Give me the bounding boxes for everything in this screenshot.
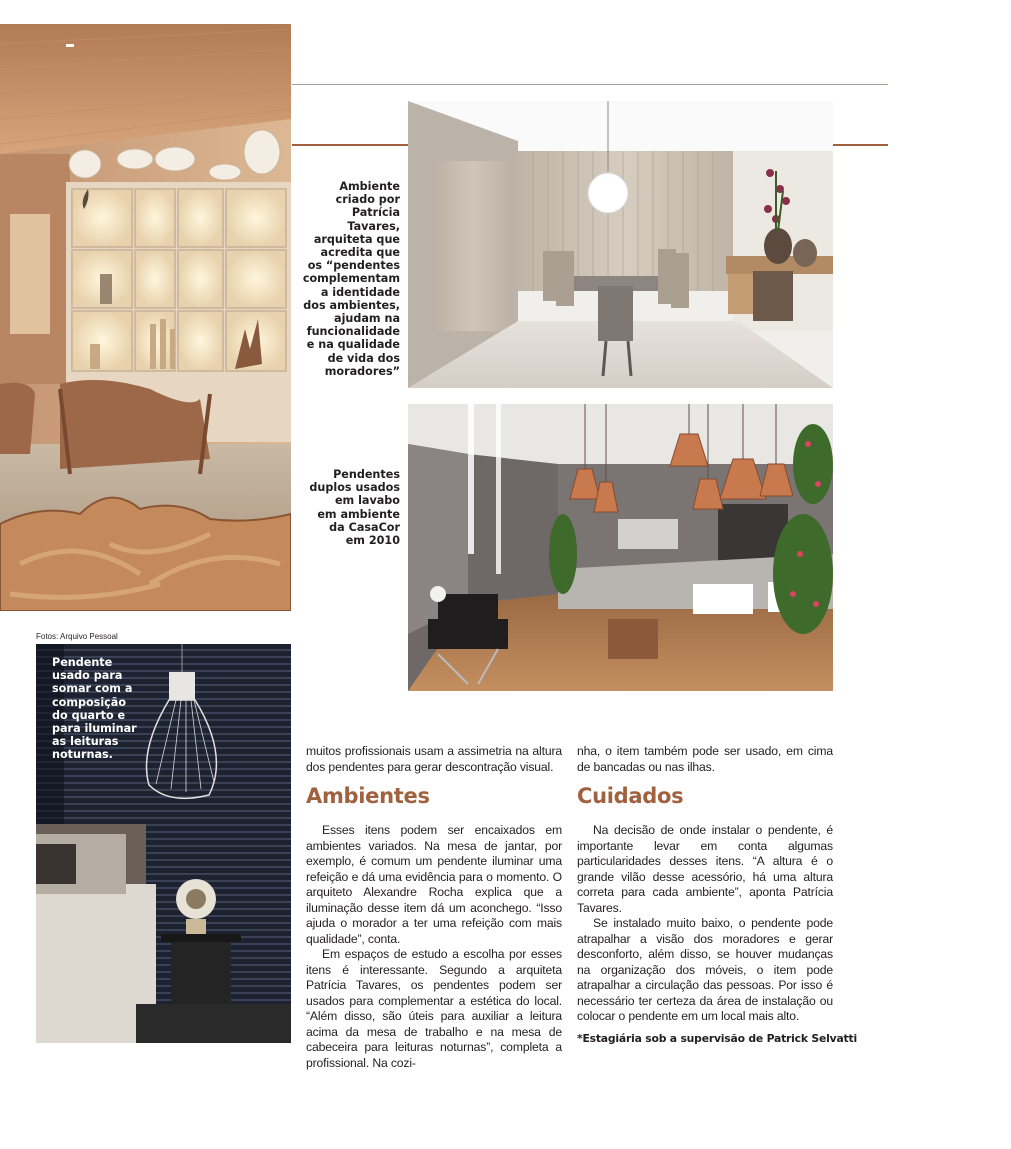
dining-caption bbox=[300, 180, 400, 378]
caption-line: duplos usados bbox=[309, 481, 400, 495]
caption-line: em lavabo bbox=[334, 494, 400, 508]
article-column-1 bbox=[306, 744, 562, 775]
caption-line: da CasaCor bbox=[329, 520, 400, 534]
caption-line: em 2010 bbox=[345, 534, 400, 548]
caption-line: noturnas. bbox=[52, 748, 113, 762]
article-column-2-body bbox=[577, 823, 833, 1025]
caption-line: Patrícia Tavares, bbox=[347, 206, 400, 233]
paragraph: Esses itens podem ser encaixados em ambientes variados. Na mesa de jantar, por exemplo, é comum um pendente iluminar uma refeição e dá uma evidência para o momento. O arquiteto Alexandre Rocha explica que a iluminação desse item dá um aconchego. “Isso ajuda o morador a ter uma refeição com mais qualidade”, conta. bbox=[306, 823, 562, 946]
article-column-1-body bbox=[306, 823, 562, 1071]
caption-line: de vida dos bbox=[327, 351, 400, 365]
column-intro: muitos profissionais usam a assimetria na altura dos pendentes para gerar descontração visual. bbox=[306, 744, 562, 774]
paragraph: Em espaços de estudo a escolha por esses itens é interessante. Segundo a arquiteta Patrícia Tavares, os pendentes podem ser usados para complementar a estética do local. “Além disso, são úteis para auxiliar a leitura acima da mesa de trabalho e na mesa de cabeceira para leituras noturnas”, completa a profissional. Na cozi- bbox=[306, 947, 562, 1070]
lavabo-caption bbox=[300, 468, 400, 547]
article-column-2 bbox=[577, 744, 833, 775]
caption-line: acredita que bbox=[320, 246, 400, 260]
caption-line: as leituras bbox=[52, 735, 119, 749]
column-intro: nha, o item também pode ser usado, em cima de bancadas ou nas ilhas. bbox=[577, 744, 833, 774]
caption-line: Pendentes bbox=[333, 468, 400, 481]
caption-line: funcionalidade bbox=[306, 325, 400, 339]
top-rule bbox=[292, 84, 888, 85]
caption-line: Pendente bbox=[52, 656, 113, 669]
caption-line: para iluminar bbox=[52, 722, 137, 736]
photo-credit: Fotos: Arquivo Pessoal bbox=[36, 632, 118, 641]
accent-rule bbox=[292, 144, 408, 146]
dining-room-photo bbox=[408, 101, 833, 388]
accent-rule-right bbox=[833, 144, 888, 146]
caption-line: arquiteta que bbox=[313, 232, 400, 246]
caption-line: os “pendentes bbox=[307, 259, 400, 273]
footnote: *Estagiária sob a supervisão de Patrick Selvatti bbox=[577, 1032, 857, 1045]
caption-line: a identidade bbox=[320, 285, 400, 299]
caption-line: e na qualidade bbox=[306, 338, 400, 352]
caption-line: usado para bbox=[52, 669, 123, 683]
caption-line: somar com a bbox=[52, 682, 133, 696]
caption-line: dos ambientes, bbox=[303, 298, 400, 312]
caption-line: criado por bbox=[335, 193, 400, 207]
paragraph: Se instalado muito baixo, o pendente pode atrapalhar a visão dos moradores e gerar desconforto, além disso, se houver mudanças na organização dos móveis, o item pode atrapalhar a circulação das pessoas. Por isso é necessário ter certeza da área de instalação ou colocar o pendente em um local mais alto. bbox=[577, 916, 833, 1023]
section-heading-ambientes: Ambientes bbox=[306, 784, 430, 808]
lavabo-photo bbox=[408, 404, 833, 691]
living-room-photo bbox=[0, 24, 291, 611]
section-heading-cuidados: Cuidados bbox=[577, 784, 684, 808]
caption-line: Ambiente bbox=[339, 180, 400, 193]
caption-line: complementam bbox=[302, 272, 400, 286]
caption-line: do quarto e bbox=[52, 708, 126, 722]
paragraph: Na decisão de onde instalar o pendente, é importante levar em conta algumas particularidades desses itens. “A altura é o grande vilão desse acessório, há uma altura correta para cada ambiente”, aponta Patrícia Tavares. bbox=[577, 823, 833, 915]
caption-line: moradores” bbox=[324, 364, 400, 378]
bedroom-caption bbox=[52, 656, 152, 762]
caption-line: ajudam na bbox=[334, 312, 400, 326]
caption-line: composição bbox=[52, 695, 127, 709]
caption-line: em ambiente bbox=[317, 507, 400, 521]
